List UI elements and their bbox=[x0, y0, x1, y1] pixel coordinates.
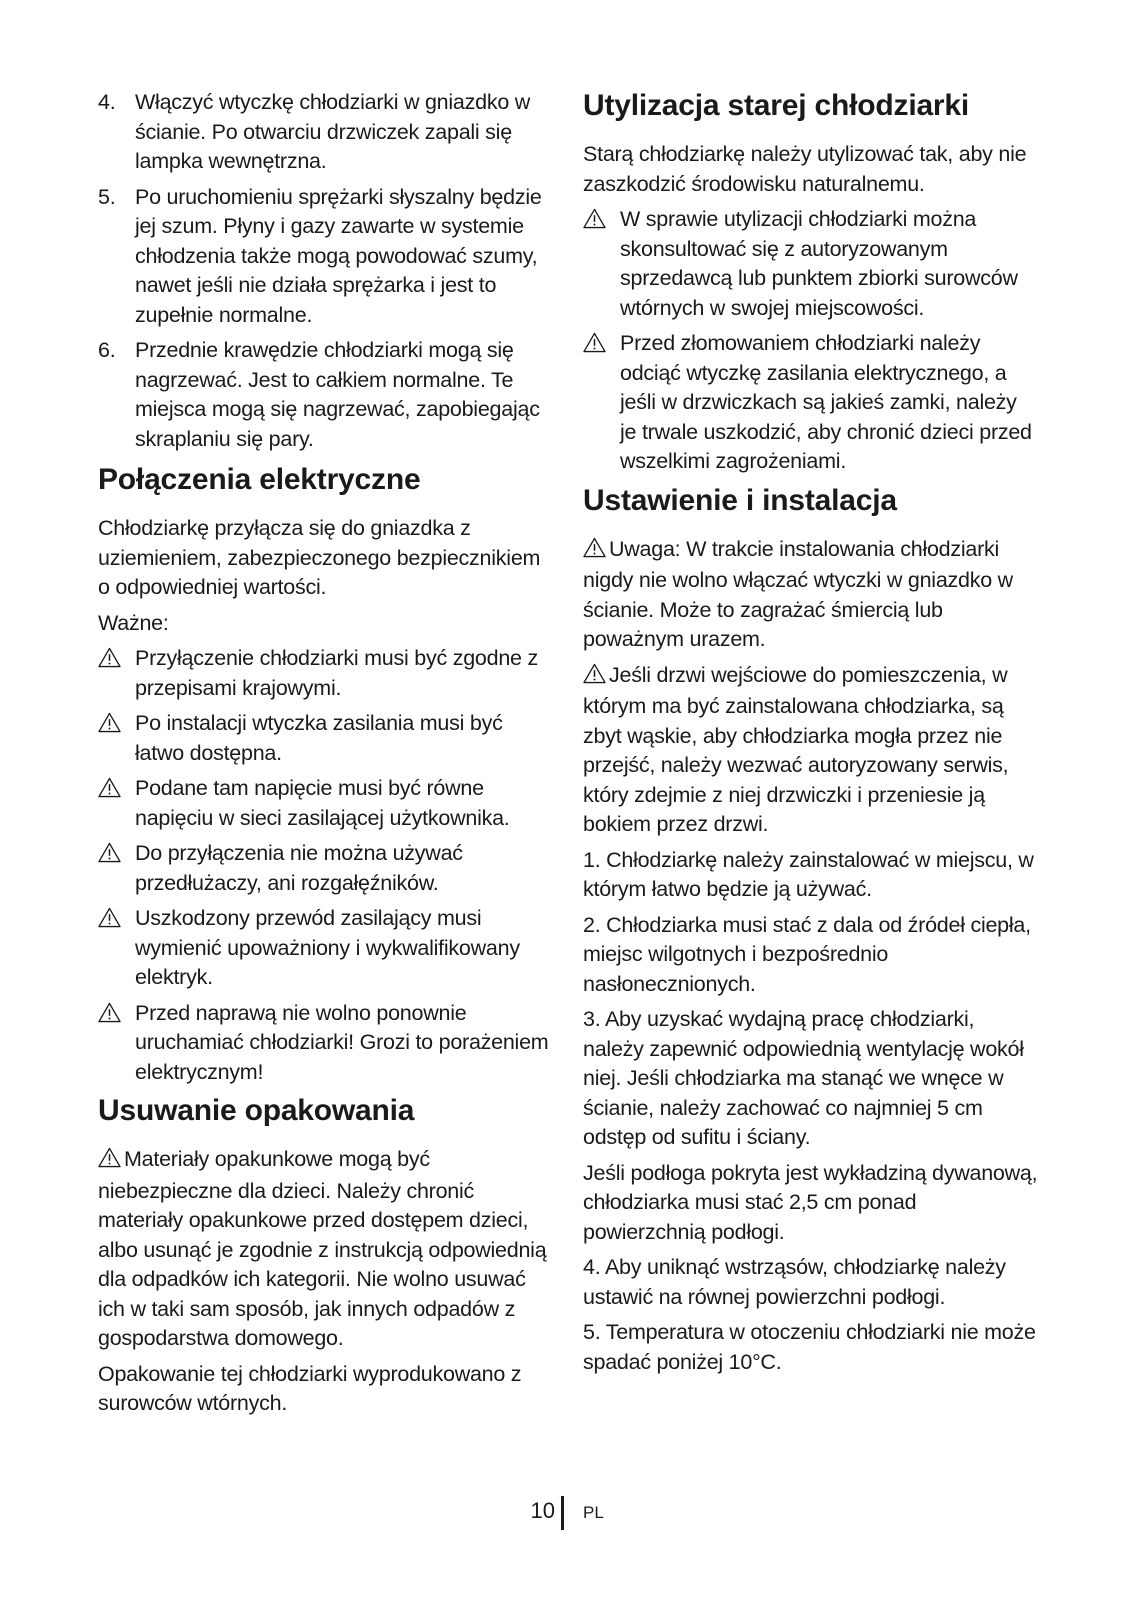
list-item bbox=[98, 183, 550, 331]
install-item: 1. Chłodziarkę należy zainstalować w miejscu, w którym łatwo będzie ją używać. bbox=[583, 847, 1034, 901]
left-column bbox=[98, 88, 550, 1425]
warning-item bbox=[98, 709, 550, 768]
warning-triangle-icon bbox=[98, 839, 135, 898]
list-text: Włączyć wtyczkę chłodziarki w gniazdko w ścianie. Po otwarciu drzwiczek zapali się lampka wewnętrzna. bbox=[135, 90, 531, 173]
warning-text: Do przyłączenia nie można używać przedłużaczy, ani rozgałęźników. bbox=[135, 841, 463, 895]
warning-item bbox=[583, 329, 1038, 477]
list-item bbox=[98, 336, 550, 454]
warning-text: Przed naprawą nie wolno ponownie uruchamiać chłodziarki! Grozi to porażeniem elektrycznym! bbox=[135, 1000, 549, 1084]
install-item: 4. Aby uniknąć wstrząsów, chłodziarkę należy ustawić na równej powierzchni podłogi. bbox=[583, 1255, 1006, 1309]
install-item: 2. Chłodziarka musi stać z dala od źródeł ciepła, miejsc wilgotnych i bezpośrednio nasłonecznionych. bbox=[583, 912, 1031, 996]
list-text: Przednie krawędzie chłodziarki mogą się nagrzewać. Jest to całkiem normalne. Te miejsca mogą się nagrzewać, zapobiegając skraplaniu się pary. bbox=[135, 338, 540, 451]
right-column bbox=[583, 88, 1038, 1383]
warning-triangle-icon bbox=[583, 663, 606, 693]
install-warning-text: Jeśli drzwi wejściowe do pomieszczenia, w którym ma być zainstalowana chłodziarka, są zbyt wąskie, aby chłodziarka mogła przez nie przejść, należy wezwać autoryzowany serwis, który zdejmie z niej drzwiczki i przeniesie ją bokiem przez drzwi. bbox=[583, 662, 1009, 836]
warning-triangle-icon bbox=[98, 774, 135, 833]
list-text: Po uruchomieniu sprężarki słyszalny będzie jej szum. Płyny i gazy zawarte w systemie chłodzenia także mogą powodować szumy, nawet jeśli nie działa sprężarka i jest to zupełnie normalne. bbox=[135, 184, 542, 327]
warning-item bbox=[583, 205, 1038, 323]
warning-text: Po instalacji wtyczka zasilania musi być łatwo dostępna. bbox=[135, 711, 503, 765]
page-footer bbox=[0, 1496, 1128, 1530]
warning-triangle-icon bbox=[98, 904, 135, 993]
section-heading-electric: Połączenia elektryczne bbox=[98, 463, 421, 496]
list-number: 6. bbox=[98, 338, 116, 362]
electric-paragraph: Chłodziarkę przyłącza się do gniazdka z uziemieniem, zabezpieczonego bezpiecznikiem o odpowiedniej wartości. bbox=[98, 516, 541, 599]
warning-text: W sprawie utylizacji chłodziarki można skonsultować się z autoryzowanym sprzedawcą lub punktem zbiorki surowców wtórnych w swojej miejscowości. bbox=[620, 207, 1018, 320]
install-warning-text: Uwaga: W trakcie instalowania chłodziarki nigdy nie wolno włączać wtyczki w gniazdko w ścianie. Może to zagrażać śmiercią lub poważnym urazem. bbox=[583, 536, 1013, 651]
packaging-text: Materiały opakunkowe mogą być niebezpieczne dla dzieci. Należy chronić materiały opakunkowe przed dostępem dzieci, albo usunąć je zgodnie z instrukcją odpowiednią dla odpadków ich kategorii. Nie wolno usuwać ich w taki sam sposób, jak innych odpadów z gospodarstwa domowego. bbox=[98, 1147, 547, 1350]
install-item: 3. Aby uzyskać wydajną pracę chłodziarki, należy zapewnić odpowiednią wentylację wokół niej. Jeśli chłodziarka ma stanąć we wnęce w ścianie, należy zachować co najmniej 5 cm odstęp od sufitu i ściany. bbox=[583, 1007, 1024, 1149]
warning-triangle-icon bbox=[98, 1147, 121, 1177]
important-label: Ważne: bbox=[98, 610, 169, 635]
warning-item bbox=[98, 774, 550, 833]
install-item: 5. Temperatura w otoczeniu chłodziarki nie może spadać poniżej 10°C. bbox=[583, 1320, 1036, 1374]
install-warning-2 bbox=[583, 661, 1038, 840]
packaging-recycled-paragraph: Opakowanie tej chłodziarki wyprodukowano z surowców wtórnych. bbox=[98, 1361, 522, 1415]
warning-triangle-icon bbox=[583, 329, 620, 477]
list-number: 5. bbox=[98, 184, 116, 209]
install-item: Jeśli podłoga pokryta jest wykładziną dywanową, chłodziarka musi stać 2,5 cm ponad powierzchnią podłogi. bbox=[583, 1160, 1038, 1244]
section-heading-packaging: Usuwanie opakowania bbox=[98, 1094, 415, 1127]
install-warning-1 bbox=[583, 535, 1038, 655]
footer-divider bbox=[561, 1496, 564, 1530]
warning-item bbox=[98, 904, 550, 993]
warning-triangle-icon bbox=[583, 205, 620, 323]
warning-text: Przyłączenie chłodziarki musi być zgodne z przepisami krajowymi. bbox=[135, 646, 538, 700]
warning-triangle-icon bbox=[583, 537, 606, 567]
warning-text: Podane tam napięcie musi być równe napięciu w sieci zasilającej użytkownika. bbox=[135, 776, 510, 830]
warning-text: Przed złomowaniem chłodziarki należy odciąć wtyczkę zasilania elektrycznego, a jeśli w drzwiczkach są jakieś zamki, należy je trwale uszkodzić, aby chronić dzieci przed wszelkimi zagrożeniami. bbox=[620, 331, 1032, 473]
section-heading-disposal: Utylizacja starej chłodziarki bbox=[583, 89, 970, 122]
warning-item bbox=[98, 999, 550, 1088]
list-item bbox=[98, 88, 550, 177]
language-code: PL bbox=[583, 1503, 604, 1522]
disposal-paragraph: Starą chłodziarkę należy utylizować tak, aby nie zaszkodzić środowisku naturalnemu. bbox=[583, 142, 1027, 196]
list-number: 4. bbox=[98, 90, 116, 114]
page-number: 10 bbox=[530, 1498, 555, 1523]
warning-triangle-icon bbox=[98, 644, 135, 703]
packaging-paragraph bbox=[98, 1145, 550, 1354]
section-heading-install: Ustawienie i instalacja bbox=[583, 483, 897, 517]
warning-triangle-icon bbox=[98, 999, 135, 1088]
warning-item bbox=[98, 839, 550, 898]
warning-text: Uszkodzony przewód zasilający musi wymienić upoważniony i wykwalifikowany elektryk. bbox=[135, 906, 520, 989]
warning-item bbox=[98, 644, 550, 703]
warning-triangle-icon bbox=[98, 709, 135, 768]
